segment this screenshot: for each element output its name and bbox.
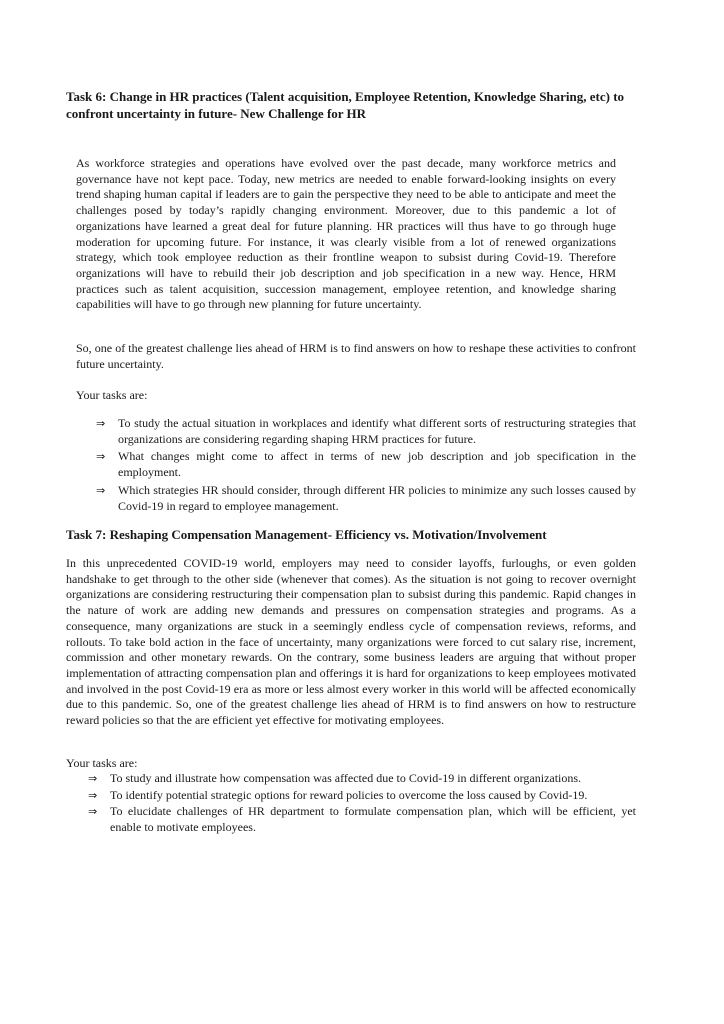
task6-heading: Task 6: Change in HR practices (Talent acquisition, Employee Retention, Knowledge Sharing, etc) to confront uncertainty in future- New Challenge for HR [66,89,625,121]
arrow-icon: ⇒ [88,788,98,802]
list-item [96,483,636,514]
list-item [88,804,636,835]
arrow-icon: ⇒ [88,772,98,785]
task7-heading: Task 7: Reshaping Compensation Management- Efficiency vs. Motivation/Involvement [66,527,547,542]
task6-task-1: To study the actual situation in workplaces and identify what different sorts of restructuring strategies that organizations are considering regarding shaping HRM practices for future. [118,416,636,446]
task7-task-list [88,771,636,836]
task6-tasks-label: Your tasks are: [76,388,148,402]
arrow-icon: ⇒ [96,483,106,497]
task6-paragraph-1 [76,156,616,313]
task7-task-1: To study and illustrate how compensation was affected due to Covid-19 in different organizations. [110,771,582,785]
task6-paragraph-2-text: So, one of the greatest challenge lies ahead of HRM is to find answers on how to reshape these activities to confront future uncertainty. [76,341,636,371]
task6-task-list [96,416,636,514]
task6-task-3: Which strategies HR should consider, through different HR policies to minimize any such losses caused by Covid-19 in regard to employee management. [118,482,636,513]
list-item [96,416,636,447]
list-item [96,449,636,480]
list-item [88,771,636,787]
task6-task-2: What changes might come to affect in terms of new job description and job specification in the employment. [118,449,636,480]
arrow-icon: ⇒ [88,805,98,819]
task7-task-3: To elucidate challenges of HR department to formulate compensation plan, which will be efficient, yet enable to motivate employees. [110,804,636,835]
list-item [88,788,636,804]
task7-task-2: To identify potential strategic options for reward policies to overcome the loss caused by Covid-19. [110,787,588,802]
task7-tasks-label: Your tasks are: [66,756,138,770]
task7-paragraph-text: In this unprecedented COVID-19 world, employers may need to consider layoffs, furloughs, or even golden handshake to get through to the other side (whenever that comes). As the situation is not going to recover overnight organizations are considering restructuring their compensation plan to subsist during this pandemic. Rapid changes in the nature of work are adding new demands and pressures on compensation strategies and programs. As a consequence, many organizations are stuck in a seemingly endless cycle of compensation reviews, reforms, and rollouts. To take bold action in the face of uncertainty, many organizations were forced to cut salary rise, increment, commission and other monetary rewards. On the contrary, some business leaders are arguing that without proper implementation of attracting compensation plan and offerings it is hard for organizations to keep employees motivated and involved in the post Covid-19 era as more or less almost every worker in this world will be affected economically due to this pandemic. So, one of the greatest challenge lies ahead of HRM is to find answers on how to restructure reward policies so that the are efficient yet effective for motivating employees. [66,556,636,728]
task7-paragraph [66,556,636,729]
task6-paragraph-2 [76,341,636,372]
arrow-icon: ⇒ [96,450,106,464]
task6-paragraph-1-text: As workforce strategies and operations have evolved over the past decade, many workforce metrics and governance have not kept pace. Today, new metrics are needed to enable forward-looking insights on every trend shaping human capital if leaders are to gain the perspective they need to be able to anticipate and meet the challenges posed by today’s rapidly changing environment. Moreover, due to this pandemic a lot of organizations have learned a great deal for future planning. HR practices will thus have to go through huge moderation for upcoming future. For instance, it was clearly visible from a lot of renewed organizations strategy, which took employee reduction as their frontline weapon to subsist during Covid-19. Therefore organizations will have to rebuild their job description and job specification in a new way. Hence, HRM practices such as talent acquisition, succession management, employee retention, and knowledge sharing capabilities will have to go through new planning for future uncertainty. [76,156,616,312]
arrow-icon: ⇒ [96,417,106,430]
